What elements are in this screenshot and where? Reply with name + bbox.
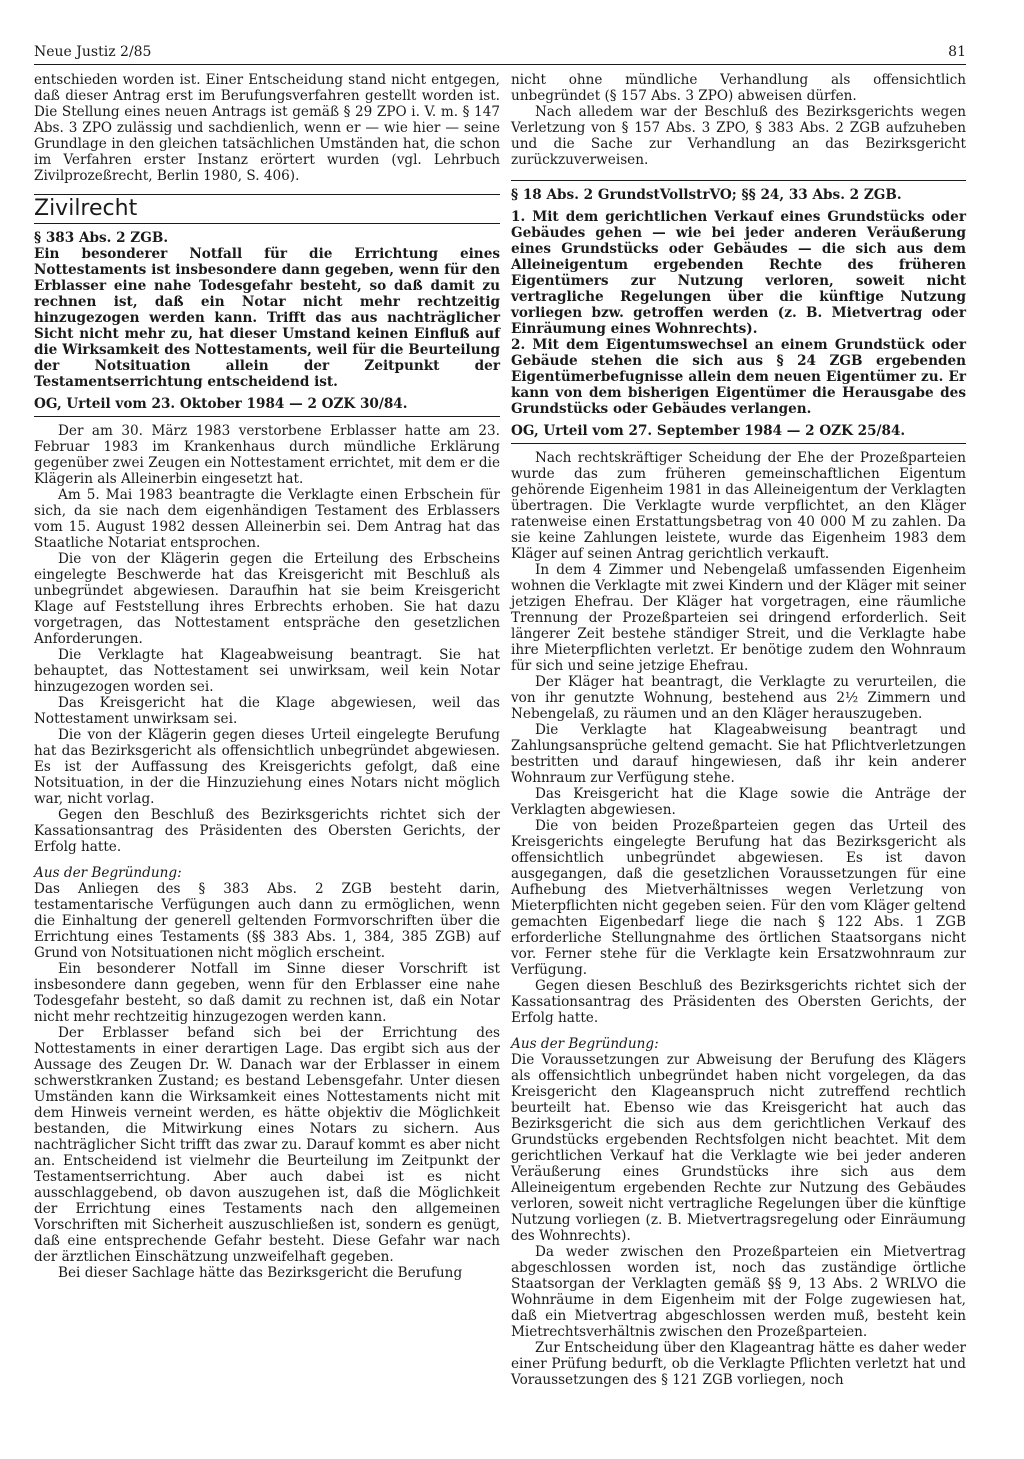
reasons-paragraph: Der Erblasser befand sich bei der Errichtung des Nottestaments in einer derartigen Lage. Das ergibt sich aus der Aussage des Zeugen Dr. W. Danach war der Erblasser in einem schwerstkranken Zustand; es bestand Lebensgefahr. Unter diesen Umständen kann die Wirksamkeit eines Nottestaments nicht mit dem Hinweis verneint werden, es hätte objektiv die Möglichkeit bestanden, die Mitwirkung eines Notars zu sichern. Aus nachträglicher Sicht trifft das zwar zu. Darauf kommt es aber nicht an. Entscheidend ist vielmehr die Beurteilung im Zeitpunkt der Testamentserrichtung. Aber auch dabei ist es nicht ausschlaggebend, ob davon auszugehen ist, daß die Möglichkeit der Errichtung eines Testaments nach den allgemeinen Vorschriften mit Sicherheit auszuschließen ist, sondern es genügt, daß eine entsprechende Gefahr besteht. Diese Gefahr war nach der ärztlichen Einschätzung unzweifelhaft gegeben. [34, 1025, 500, 1265]
facts-paragraph: Nach rechtskräftiger Scheidung der Ehe der Prozeßparteien wurde das zum früheren gemeinschaftlichen Eigentum gehörende Eigenheim 1981 in das Alleineigentum der Verklagten übertragen. Die Verklagte wurde verpflichtet, an den Kläger ratenweise einen Erstattungsbetrag von 40 000 M zu zahlen. Da sie keine Zahlungen leistete, wurde das Eigenheim 1983 dem Kläger auf seinen Antrag gerichtlich verkauft. [511, 450, 966, 562]
headnote: 2. Mit dem Eigentumswechsel an einem Grundstück oder Gebäude stehen die sich aus § 24 ZGB ergebenden Eigentümerbefugnisse allein dem neuen Eigentümer zu. Er kann von dem bisherigen Eigentümer die Herausgabe des Grundstücks oder Gebäudes verlangen. [511, 337, 966, 417]
divider [34, 416, 500, 417]
facts-paragraph: Die von beiden Prozeßparteien gegen das Urteil des Kreisgerichts eingelegte Berufung hat das Bezirksgericht als offensichtlich unbegründet abgewiesen. Es ist davon ausgegangen, daß die gesetzlichen Voraussetzungen für eine Aufhebung des Mietverhältnisses wegen Verletzung von Mieterpflichten nicht gegeben seien. Für den vom Kläger geltend gemachten Eigenbedarf liege die nach § 122 Abs. 1 ZGB erforderliche Stellungnahme des örtlichen Staatsorgans nicht vor. Ferner stehe für die Verklagte kein Ersatzwohnraum zur Verfügung. [511, 818, 966, 978]
reasons-label: Aus der Begründung: [511, 1036, 659, 1052]
left-column [34, 72, 500, 1281]
decision-reference: OG, Urteil vom 27. September 1984 — 2 OZK 25/84. [511, 423, 906, 439]
headnote: Ein besonderer Notfall für die Errichtung eines Nottestaments ist insbesondere dann gegeben, wenn für den Erblasser eine nahe Todesgefahr besteht, so daß damit zu rechnen ist, daß ein Notar nicht mehr rechtzeitig hinzugezogen werden kann. Trifft das aus nachträglicher Sicht nicht mehr zu, hat dieser Umstand keinen Einfluß auf die Wirksamkeit des Nottestaments, weil für die Beurteilung der Notsituation allein der Zeitpunkt der Testamentserrichtung entscheidend ist. [34, 246, 500, 390]
facts-paragraph: Die von der Klägerin gegen dieses Urteil eingelegte Berufung hat das Bezirksgericht als offensichtlich unbegründet abgewiesen. Es ist der Auffassung des Kreisgerichts gefolgt, daß eine Notsituation, in der die Hinzuziehung eines Notars nicht möglich war, nicht vorlag. [34, 727, 500, 807]
section-title: Zivilrecht [34, 201, 500, 224]
reasons-paragraph: Das Anliegen des § 383 Abs. 2 ZGB besteht darin, testamentarische Verfügungen auch dann zu ermöglichen, wenn die Einhaltung der generell geltenden Formvorschriften über die Errichtung eines Testaments (§§ 383 Abs. 1, 384, 385 ZGB) auf Grund von Notsituationen nicht möglich erscheint. [34, 881, 500, 961]
reasons-paragraph: Zur Entscheidung über den Klageantrag hätte es daher weder einer Prüfung bedurft, ob die Verklagte Pflichten verletzt hat und Voraussetzungen des § 121 ZGB vorliegen, noch [511, 1340, 966, 1388]
reasons-paragraph: Die Voraussetzungen zur Abweisung der Berufung des Klägers als offensichtlich unbegründet haben nicht vorgelegen, da das Kreisgericht den Klageanspruch nicht zutreffend rechtlich beurteilt hat. Ebenso wie das Kreisgericht hat auch das Bezirksgericht die sich aus dem gerichtlichen Verkauf des Grundstücks ergebenden Rechtsfolgen nicht beachtet. Mit dem gerichtlichen Verkauf hat die Verklagte wie bei jeder anderen Veräußerung eines Grundstücks ihre sich aus dem Alleineigentum ergebenden Rechte zur Nutzung des Gebäudes verloren, soweit nicht vertragliche Regelungen über die künftige Nutzung vorliegen (z. B. Mietvertragsregelung oder Einräumung des Wohnrechts). [511, 1052, 966, 1244]
reasons-paragraph: Ein besonderer Notfall im Sinne dieser Vorschrift ist insbesondere dann gegeben, wenn für den Erblasser eine nahe Todesgefahr besteht, so daß damit zu rechnen ist, daß ein Notar nicht mehr rechtzeitig hinzugezogen werden kann. [34, 961, 500, 1025]
facts-paragraph: In dem 4 Zimmer und Nebengelaß umfassenden Eigenheim wohnen die Verklagte mit zwei Kindern und der Kläger mit seiner jetzigen Ehefrau. Der Kläger hat vorgetragen, eine räumliche Trennung der Prozeßparteien sei dringend erforderlich. Seit längerer Zeit bestehe ständiger Streit, und die Verklagte habe ihre Mieterpflichten verletzt. Er benötige zudem den Wohnraum für sich und seine jetzige Ehefrau. [511, 562, 966, 674]
facts-paragraph: Das Kreisgericht hat die Klage sowie die Anträge der Verklagten abgewiesen. [511, 786, 966, 818]
header-rule [34, 64, 966, 65]
facts-paragraph: Die Verklagte hat Klageabweisung beantragt und Zahlungsansprüche geltend gemacht. Sie hat Pflichtverletzungen bestritten und darauf hingewiesen, daß ihr kein anderer Wohnraum zur Verfügung stehe. [511, 722, 966, 786]
facts-paragraph: Die von der Klägerin gegen die Erteilung des Erbscheins eingelegte Beschwerde hat das Kreisgericht mit Beschluß als unbegründet abgewiesen. Daraufhin hat sie beim Kreisgericht Klage auf Feststellung ihres Erbrechts erhoben. Sie hat dazu vorgetragen, das Nottestament entspräche den gesetzlichen Anforderungen. [34, 551, 500, 647]
decision-reference: OG, Urteil vom 23. Oktober 1984 — 2 OZK 30/84. [34, 396, 408, 412]
facts-paragraph: Am 5. Mai 1983 beantragte die Verklagte einen Erbschein für sich, da sie nach dem eigenhändigen Testament des Erblassers vom 15. August 1982 dessen Alleinerbin sei. Dem Antrag hat das Staatliche Notariat entsprochen. [34, 487, 500, 551]
page-number: 81 [948, 44, 966, 60]
continuation-paragraph: entschieden worden ist. Einer Entscheidung stand nicht entgegen, daß dieser Antrag erst im Berufungsverfahren gestellt worden ist. Die Stellung eines neuen Antrags ist gemäß § 29 ZPO i. V. m. § 147 Abs. 3 ZPO zulässig und sachdienlich, wenn er — wie hier — seine Grundlage in den gleichen tatsächlichen Umständen hat, die schon im Verfahren erster Instanz erörtert wurden (vgl. Lehrbuch Zivilprozeßrecht, Berlin 1980, S. 406). [34, 72, 500, 184]
facts-paragraph: Gegen den Beschluß des Bezirksgerichts richtet sich der Kassationsantrag des Präsidenten des Obersten Gerichts, der Erfolg hatte. [34, 807, 500, 855]
continuation-paragraph: nicht ohne mündliche Verhandlung als offensichtlich unbegründet (§ 157 Abs. 3 ZPO) abweisen dürfen. [511, 72, 966, 104]
conclusion-paragraph: Nach alledem war der Beschluß des Bezirksgerichts wegen Verletzung von § 157 Abs. 3 ZPO, § 383 Abs. 2 ZGB aufzuheben und die Sache zur Verhandlung an das Bezirksgericht zurückzuverweisen. [511, 104, 966, 168]
legal-citation: § 383 Abs. 2 ZGB. [34, 230, 169, 246]
headnote: 1. Mit dem gerichtlichen Verkauf eines Grundstücks oder Gebäudes gehen — wie bei jeder anderen Veräußerung eines Grundstücks oder Gebäudes — die sich aus dem Alleineigentum ergebenden Rechte des früheren Eigentümers zur Nutzung verloren, soweit nicht vertragliche Regelungen über die künftige Nutzung vorliegen bzw. getroffen werden (z. B. Mietvertrag oder Einräumung eines Wohnrechts). [511, 209, 966, 337]
running-header [34, 44, 966, 64]
facts-paragraph: Der am 30. März 1983 verstorbene Erblasser hatte am 23. Februar 1983 im Krankenhaus durch mündliche Erklärung gegenüber zwei Zeugen ein Nottestament errichtet, mit dem er die Klägerin als Alleinerbin eingesetzt hat. [34, 423, 500, 487]
section-header [34, 194, 500, 224]
divider [511, 180, 966, 181]
facts-paragraph: Das Kreisgericht hat die Klage abgewiesen, weil das Nottestament unwirksam sei. [34, 695, 500, 727]
reasons-paragraph: Da weder zwischen den Prozeßparteien ein Mietvertrag abgeschlossen worden ist, noch das zuständige örtliche Staatsorgan der Verklagten gemäß §§ 9, 13 Abs. 2 WRLVO die Wohnräume in dem Eigenheim mit der Folge zugewiesen hat, daß ein Mietvertrag abgeschlossen werden muß, besteht kein Mietrechtsverhältnis zwischen den Prozeßparteien. [511, 1244, 966, 1340]
facts-paragraph: Der Kläger hat beantragt, die Verklagte zu verurteilen, die von ihr genutzte Wohnung, bestehend aus 2½ Zimmern und Nebengelaß, zu räumen und an den Kläger herauszugeben. [511, 674, 966, 722]
right-column [511, 72, 966, 1388]
reasons-label: Aus der Begründung: [34, 865, 182, 881]
divider [511, 443, 966, 444]
legal-citation: § 18 Abs. 2 GrundstVollstrVO; §§ 24, 33 Abs. 2 ZGB. [511, 187, 902, 203]
journal-issue: Neue Justiz 2/85 [34, 44, 152, 60]
reasons-paragraph: Bei dieser Sachlage hätte das Bezirksgericht die Berufung [58, 1265, 463, 1281]
facts-paragraph: Gegen diesen Beschluß des Bezirksgerichts richtet sich der Kassationsantrag des Präsidenten des Obersten Gerichts, der Erfolg hatte. [511, 978, 966, 1026]
facts-paragraph: Die Verklagte hat Klageabweisung beantragt. Sie hat behauptet, das Nottestament sei unwirksam, weil kein Notar hinzugezogen worden sei. [34, 647, 500, 695]
